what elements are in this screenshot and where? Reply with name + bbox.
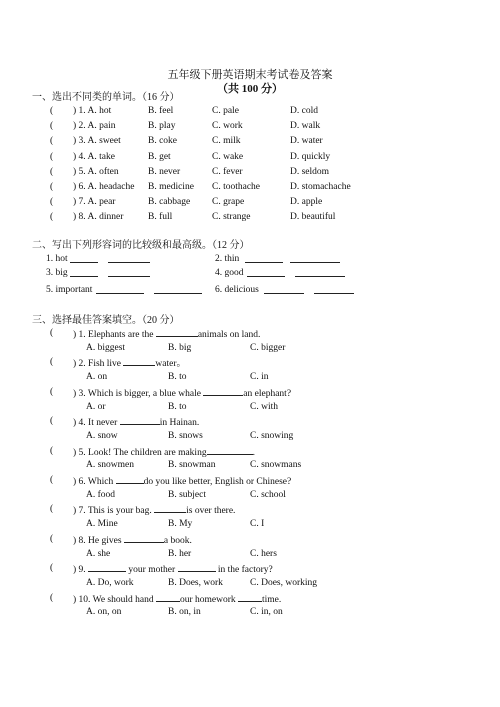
option-b: B. subject xyxy=(168,489,206,500)
option-d: D. stomachache xyxy=(290,182,351,192)
option-c: C. pale xyxy=(212,106,239,116)
answer-paren[interactable]: ( xyxy=(50,212,54,223)
option-b: B. My xyxy=(168,519,193,530)
option-b: B. get xyxy=(148,151,171,162)
question-row xyxy=(0,165,500,179)
options-row xyxy=(0,400,500,414)
answer-blank[interactable] xyxy=(238,591,262,602)
list-item xyxy=(0,283,500,297)
option-a: ) 8. A. dinner xyxy=(73,212,124,223)
option-b: B. to xyxy=(168,401,187,412)
question-row xyxy=(0,355,500,369)
comparative-word: 5. important xyxy=(46,285,93,295)
options-row xyxy=(0,429,500,443)
answer-paren[interactable]: ( xyxy=(50,182,54,192)
question-text: ) 1. Elephants are the animals on land. xyxy=(73,326,260,342)
option-a: ) 6. A. headache xyxy=(73,182,135,192)
question-row xyxy=(0,591,500,605)
answer-blank[interactable] xyxy=(116,473,144,484)
answer-paren[interactable]: ( xyxy=(50,328,54,338)
option-c: C. work xyxy=(212,121,243,132)
option-d: D. cold xyxy=(290,106,318,116)
option-c: C. wake xyxy=(212,151,244,162)
option-c: C. I xyxy=(250,519,265,530)
option-b: B. big xyxy=(168,342,192,353)
question-row xyxy=(0,210,500,224)
option-c: C. Does, working xyxy=(250,577,318,588)
answer-blank[interactable] xyxy=(88,561,126,572)
option-c: C. fever xyxy=(212,166,243,177)
question-text: ) 2. Fish live water。 xyxy=(73,355,186,371)
question-row xyxy=(0,414,500,428)
question-text: ) 5. Look! The children are making . xyxy=(73,444,255,460)
option-b: B. play xyxy=(148,121,176,132)
option-a: A. on, on xyxy=(86,607,122,618)
option-d: D. quickly xyxy=(290,151,331,162)
question-row xyxy=(0,134,500,148)
option-b: B. feel xyxy=(148,106,174,116)
answer-paren[interactable]: ( xyxy=(50,592,54,603)
answer-blank[interactable] xyxy=(207,444,253,455)
option-a: A. or xyxy=(86,401,106,412)
answer-blank[interactable] xyxy=(156,591,180,602)
option-d: D. apple xyxy=(290,197,323,208)
answer-paren[interactable]: ( xyxy=(50,121,54,132)
page-title: 五年级下册英语期末考试卷及答案 xyxy=(167,69,333,81)
option-c: C. in xyxy=(250,372,269,383)
option-a: A. Do, work xyxy=(86,577,134,588)
option-a: A. snowmen xyxy=(86,460,135,471)
question-text: ) 4. It never in Hainan. xyxy=(73,414,199,430)
question-row xyxy=(0,119,500,133)
list-item xyxy=(0,252,500,266)
option-d: D. water xyxy=(290,136,323,147)
option-b: B. on, in xyxy=(168,607,201,618)
question-row xyxy=(0,326,500,340)
question-row xyxy=(0,195,500,209)
answer-blank[interactable] xyxy=(156,326,198,337)
option-a: ) 2. A. pain xyxy=(73,121,116,132)
answer-blank[interactable] xyxy=(178,561,216,572)
question-row xyxy=(0,561,500,575)
option-a: ) 4. A. take xyxy=(73,151,115,162)
options-row xyxy=(0,605,500,619)
options-row xyxy=(0,576,500,590)
answer-paren[interactable]: ( xyxy=(50,475,54,485)
question-row xyxy=(0,180,500,194)
options-row xyxy=(0,458,500,472)
answer-paren[interactable]: ( xyxy=(50,197,54,208)
section3-heading: 三、选择最佳答案填空。（20 分） xyxy=(32,315,180,326)
answer-blank[interactable] xyxy=(120,414,160,425)
option-c: C. strange xyxy=(212,212,251,223)
question-text: ) 3. Which is bigger, a blue whale an elephant? xyxy=(73,385,291,401)
option-c: C. hers xyxy=(250,548,277,559)
answer-blank[interactable] xyxy=(154,502,186,513)
list-item xyxy=(0,266,500,280)
question-row xyxy=(0,502,500,516)
answer-paren[interactable]: ( xyxy=(50,166,54,177)
option-b: B. never xyxy=(148,166,181,177)
option-a: A. Mine xyxy=(86,519,118,530)
option-c: C. milk xyxy=(212,136,241,147)
option-c: C. in, on xyxy=(250,607,283,618)
question-text: ) 9. your mother in the factory? xyxy=(73,561,273,577)
section2-heading: 二、写出下列形容词的比较级和最高级。（12 分） xyxy=(32,240,250,251)
question-row xyxy=(0,385,500,399)
option-b: B. to xyxy=(168,372,187,383)
question-text: ) 7. This is your bag. is over there. xyxy=(73,502,235,518)
question-text: ) 8. He gives a book. xyxy=(73,532,192,548)
option-b: B. snowman xyxy=(168,460,216,471)
option-b: B. medicine xyxy=(148,182,194,192)
question-row xyxy=(0,532,500,546)
options-row xyxy=(0,547,500,561)
answer-paren[interactable]: ( xyxy=(50,533,54,544)
options-row xyxy=(0,341,500,355)
answer-blank[interactable] xyxy=(124,532,164,543)
question-row xyxy=(0,104,500,118)
option-d: D. walk xyxy=(290,121,321,132)
option-b: B. full xyxy=(148,212,173,223)
option-a: ) 3. A. sweet xyxy=(73,136,121,147)
option-a: ) 5. A. often xyxy=(73,166,119,177)
comparative-word: 6. delicious xyxy=(215,285,259,295)
option-a: A. biggest xyxy=(86,342,126,353)
option-a: A. on xyxy=(86,372,108,383)
options-row xyxy=(0,517,500,531)
option-b: B. cabbage xyxy=(148,197,191,208)
option-b: B. Does, work xyxy=(168,577,223,588)
option-b: B. her xyxy=(168,548,192,559)
answer-paren[interactable]: ( xyxy=(50,136,54,147)
question-row xyxy=(0,444,500,458)
option-a: ) 7. A. pear xyxy=(73,197,116,208)
answer-paren[interactable]: ( xyxy=(50,357,54,368)
options-row xyxy=(0,488,500,502)
option-b: B. coke xyxy=(148,136,178,147)
section1-heading: 一、选出不同类的单词。（16 分） xyxy=(32,92,180,103)
comparative-word: 3. big xyxy=(46,268,68,278)
question-row xyxy=(0,150,500,164)
options-row xyxy=(0,370,500,384)
option-c: C. grape xyxy=(212,197,245,208)
answer-paren[interactable]: ( xyxy=(50,151,54,162)
question-text: ) 6. Which do you like better, English or Chinese? xyxy=(73,473,291,489)
question-text: ) 10. We should hand our homework time. xyxy=(73,591,281,607)
option-a: A. she xyxy=(86,548,111,559)
page-subtitle: （共 100 分） xyxy=(217,83,283,95)
answer-paren[interactable]: ( xyxy=(50,386,54,397)
option-b: B. snows xyxy=(168,430,203,441)
comparative-word: 1. hot xyxy=(46,254,68,264)
option-c: C. school xyxy=(250,489,286,500)
option-c: C. with xyxy=(250,401,278,412)
option-c: C. snowing xyxy=(250,430,294,441)
answer-paren[interactable]: ( xyxy=(50,416,54,427)
option-c: C. snowmans xyxy=(250,460,302,471)
answer-paren[interactable]: ( xyxy=(50,106,54,116)
question-row xyxy=(0,473,500,487)
answer-blank[interactable] xyxy=(203,385,243,396)
answer-paren[interactable]: ( xyxy=(50,445,54,456)
option-a: A. snow xyxy=(86,430,118,441)
option-a: A. food xyxy=(86,489,116,500)
option-c: C. bigger xyxy=(250,342,286,353)
comparative-word: 4. good xyxy=(215,268,244,278)
answer-paren[interactable]: ( xyxy=(50,504,54,515)
comparative-word: 2. thin xyxy=(215,254,240,264)
option-c: C. toothache xyxy=(212,182,261,192)
option-d: D. seldom xyxy=(290,166,330,177)
option-a: ) 1. A. hot xyxy=(73,106,112,116)
answer-paren[interactable]: ( xyxy=(50,563,54,574)
answer-blank[interactable] xyxy=(123,355,155,366)
option-d: D. beautiful xyxy=(290,212,336,223)
